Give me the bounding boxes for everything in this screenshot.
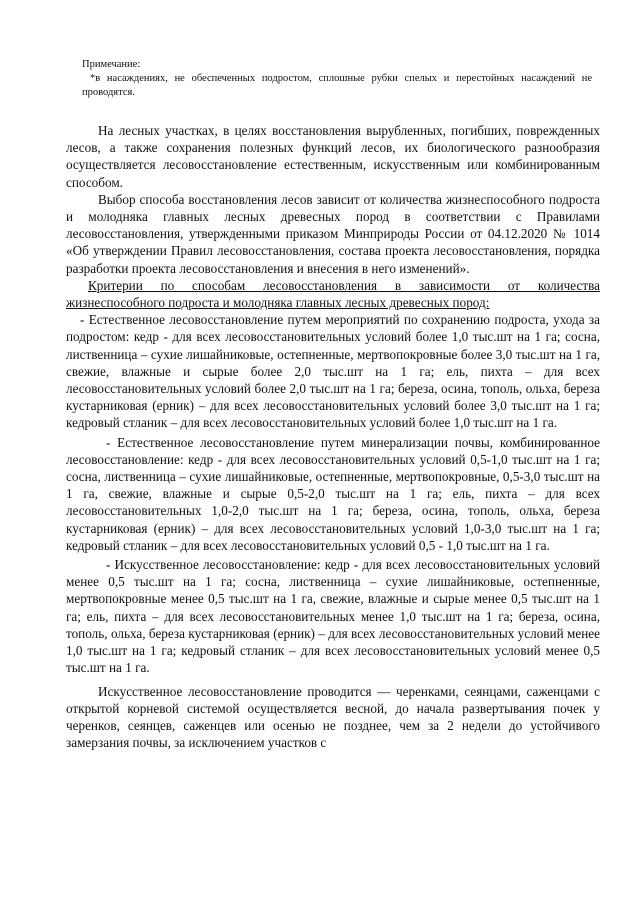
footnote-title: Примечание: xyxy=(82,59,141,70)
document-body xyxy=(66,122,600,751)
criteria-item-artificial: - Искусственное лесовосстановление: кедр - для всех лесовосстановительных условий менее 0,5 тыс.шт на 1 га; сосна, лиственница – сухие лишайниковые, остепненные, мертвопокровные менее 0,5 тыс.шт на 1 га, свежие, влажные и сырые менее 0,5 тыс.шт на 1 га; ель, пихта – для всех лесовосстановительных менее 1,0 тыс.шт на 1 га; береза, осина, тополь, ольха, береза кустарниковая (ерник) – для всех лесовосстановительных условий менее 1,0 тыс.шт на 1 га; кедровый стланик – для всех лесовосстановительных условий менее 0,5 тыс.шт на 1 га. xyxy=(66,557,600,676)
paragraph-method-choice: Выбор способа восстановления лесов зависит от количества жизнеспособного подроста и молодняка главных лесных древесных пород в соответствии с Правилами лесовосстановления, утвержденными приказом Минприроды России от 04.12.2020 № 1014 «Об утверждении Правил лесовосстановления, состава проекта лесовосстановления, порядка разработки проекта лесовосстановления и внесения в него изменений». xyxy=(66,191,600,276)
criteria-item-natural: - Естественное лесовосстановление путем мероприятий по сохранению подроста, ухода за подростом: кедр - для всех лесовосстановительных условий более 1,0 тыс.шт на 1 га; сосна, лиственница – сухие лишайниковые, остепненные, мертвопокровные более 3,0 тыс.шт на 1 га, свежие, влажные и сырые более 2,0 тыс.шт на 1 га; ель, пихта – для всех лесовосстановительных условий более 2,0 тыс.шт на 1 га; береза, осина, тополь, ольха, береза кустарниковая (ерник) – для всех лесовосстановительных условий более 3,0 тыс.шт на 1 га; кедровый стланик – для всех лесовосстановительных условий более 1,0 тыс.шт на 1 га. xyxy=(66,312,600,431)
paragraph-artificial-method: Искусственное лесовосстановление проводится — черенками, сеянцами, саженцами с открытой корневой системой осуществляется весной, до начала развертывания почек у черенков, сеянцев, саженцев или осенью не позднее, чем за 2 недели до устойчивого замерзания почвы, за исключением участков с xyxy=(66,683,600,751)
footnote-text: *в насаждениях, не обеспеченных подростом, сплошные рубки спелых и перестойных насаждений не проводятся. xyxy=(82,73,592,98)
footnote-block xyxy=(82,58,592,100)
paragraph-reforestation-intro: На лесных участках, в целях восстановления вырубленных, погибших, поврежденных лесов, а также сохранения полезных функций лесов, их биологического разнообразия осуществляется лесовосстановление естественным, искусственным или комбинированным способом. xyxy=(66,123,600,190)
criteria-heading: Критерии по способам лесовосстановления в зависимости от количества жизнеспособного подроста и молодняка главных лесных древесных пород: xyxy=(66,277,600,311)
criteria-item-combined: - Естественное лесовосстановление путем минерализации почвы, комбинированное лесовосстановление: кедр - для всех лесовосстановительных условий 0,5-1,0 тыс.шт на 1 га; сосна, лиственница – сухие лишайниковые, остепненные, мертвопокровные, 0,5-3,0 тыс.шт на 1 га, свежие, влажные и сырые 0,5-2,0 тыс.шт на 1 га; ель, пихта – для всех лесовосстановительных 1,0-2,0 тыс.шт на 1 га; береза, осина, тополь, ольха, береза кустарниковая (ерник) – для всех лесовосстановительных условий 1,0-3,0 тыс.шт на 1 га; кедровый стланик – для всех лесовосстановительных условий 0,5 - 1,0 тыс.шт на 1 га. xyxy=(66,434,600,553)
